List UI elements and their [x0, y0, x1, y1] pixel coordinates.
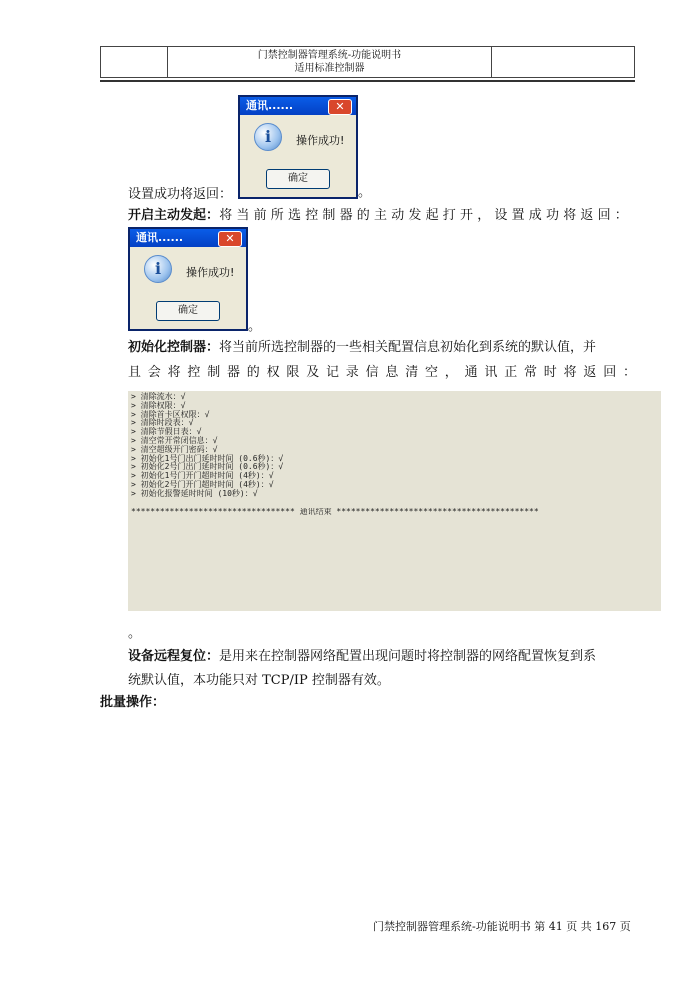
- period-3: 。: [128, 626, 142, 641]
- header-title-cell: [168, 47, 492, 78]
- init-paragraph-line2: 且会将控制器的权限及记录信息清空，通讯正常时将返回：: [128, 365, 643, 380]
- enable-heading: 开启主动发起：: [128, 208, 220, 223]
- console-line: > 清除首卡区权限：√: [131, 409, 210, 419]
- header-right-cell: [492, 47, 635, 78]
- console-line: > 初始化报警延时时间 (10秒)：√: [131, 488, 258, 498]
- remote-reset-heading: 设备远程复位：: [128, 649, 220, 664]
- enable-active-paragraph: [128, 207, 632, 225]
- dialog-title: 通讯......: [136, 231, 184, 244]
- period-1: 。: [358, 185, 372, 200]
- info-icon: i: [144, 255, 172, 283]
- console-separator: ********************************** 通讯结束 ******************************************: [131, 507, 539, 516]
- success-dialog-2: [128, 227, 248, 331]
- remote-reset-line1: [128, 648, 596, 666]
- header-rule: [100, 80, 635, 82]
- success-dialog-1: [238, 95, 358, 199]
- init-paragraph-line1: [128, 339, 596, 357]
- ok-button[interactable]: 确定: [266, 169, 330, 189]
- dialog-message: 操作成功!: [296, 134, 345, 147]
- set-success-label: 设置成功将返回：: [128, 187, 233, 202]
- console-line: > 初始化2号门出门延时时间 (0.6秒)：√: [131, 462, 284, 472]
- console-line: > 清空超级开门密码：√: [131, 444, 218, 454]
- enable-body: 将当前所选控制器的主动发起打开，设置成功将返回：: [219, 208, 632, 223]
- dialog-message: 操作成功!: [186, 266, 235, 279]
- header-title-line1: 门禁控制器管理系统-功能说明书: [257, 50, 402, 61]
- page-footer: 门禁控制器管理系统-功能说明书 第 41 页 共 167 页: [373, 920, 631, 933]
- console-output: [128, 391, 661, 611]
- dialog-title: 通讯......: [246, 99, 294, 112]
- remote-reset-body-line1: 是用来在控制器网络配置出现问题时将控制器的网络配置恢复到系: [219, 649, 597, 664]
- header-left-cell: [101, 47, 168, 78]
- console-line: > 清除权限：√: [131, 400, 186, 410]
- console-line: > 初始化2号门开门超时时间 (4秒)：√: [131, 479, 274, 489]
- console-lines: [131, 393, 658, 499]
- ok-button[interactable]: 确定: [156, 301, 220, 321]
- console-line: > 清除流水：√: [131, 392, 186, 401]
- close-icon[interactable]: ✕: [218, 231, 242, 247]
- console-line: > 初始化1号门出门延时时间 (0.6秒)：√: [131, 453, 284, 463]
- close-icon[interactable]: ✕: [328, 99, 352, 115]
- console-line: > 清除节假日表：√: [131, 427, 202, 437]
- dialog-title-bar: [130, 229, 246, 247]
- init-body-line1: 将当前所选控制器的一些相关配置信息初始化到系统的默认值，并: [219, 340, 597, 355]
- set-success-text: [128, 186, 232, 204]
- dialog-title-bar: [240, 97, 356, 115]
- console-line: > 清空常开常闭信息：√: [131, 435, 218, 445]
- remote-reset-line2: 统默认值，本功能只对 TCP/IP 控制器有效。: [128, 673, 390, 688]
- init-heading: 初始化控制器：: [128, 340, 220, 355]
- info-icon: i: [254, 123, 282, 151]
- batch-heading: 批量操作：: [100, 695, 166, 710]
- console-line: > 初始化1号门开门超时时间 (4秒)：√: [131, 471, 274, 481]
- header-title-line2: 适用标准控制器: [294, 63, 365, 74]
- period-2: 。: [248, 319, 262, 334]
- console-line: > 清除时段表：√: [131, 418, 194, 428]
- page-header: [100, 46, 635, 78]
